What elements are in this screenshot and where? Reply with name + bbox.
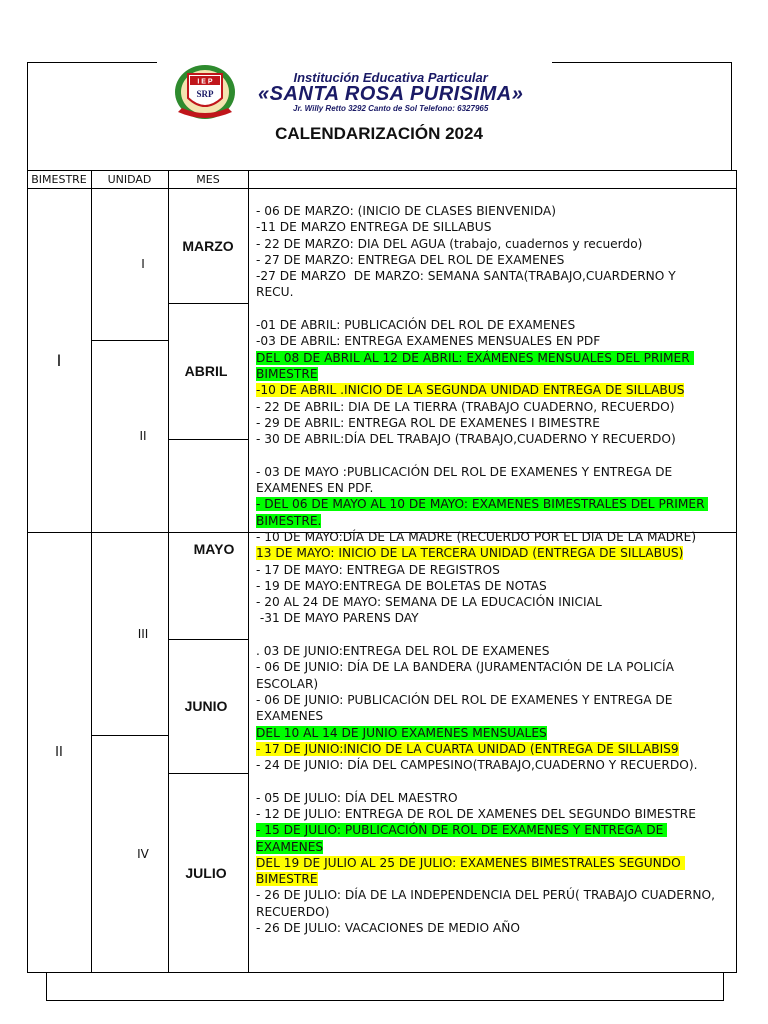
event-text: -03 DE ABRIL: ENTREGA EXAMENES MENSUALES EN PDF [256,334,601,349]
event-item [256,790,716,806]
event-text: - 20 AL 24 DE MAYO: SEMANA DE LA EDUCACIÓN INICIAL [256,595,602,610]
institution-name-block [258,70,523,113]
bimestre-cell: I [56,350,62,370]
unidad-cell: I [141,257,145,271]
event-text: - 17 DE MAYO: ENTREGA DE REGISTROS [256,562,500,577]
event-item [256,203,716,219]
event-item [256,496,716,529]
footer-box-left [46,972,47,1001]
event-item [256,594,716,610]
event-item [256,219,716,235]
event-text: - 10 DE MAYO:DÍA DE LA MADRE (RECUERDO POR EL DIA DE LA MADRE) [256,529,697,544]
footer-box-bottom [46,1000,724,1001]
event-item [256,578,716,594]
event-text: -11 DE MARZO ENTREGA DE SILLABUS [256,220,492,235]
event-text: - 17 DE JUNIO:INICIO DE LA CUARTA UNIDAD (ENTREGA DE SILLABIS9 [256,741,679,756]
event-text: -31 DE MAYO PARENS DAY [256,611,419,626]
school-logo-emblem [170,62,240,124]
event-text: - 22 DE MARZO: DIA DEL AGUA (trabajo, cuadernos y recuerdo) [256,236,643,251]
event-item [256,610,716,626]
month-cell: JUNIO [184,698,228,714]
svg-text:SRP: SRP [196,89,214,99]
event-item [256,399,716,415]
unidad-cell: III [137,626,149,641]
event-text: -10 DE ABRIL .INICIO DE LA SEGUNDA UNIDAD ENTREGA DE SILLABUS [256,383,685,398]
event-item [256,643,716,659]
event-text: - 22 DE ABRIL: DIA DE LA TIERRA (TRABAJO CUADERNO, RECUERDO) [256,399,675,414]
event-text: -01 DE ABRIL: PUBLICACIÓN DEL ROL DE EXAMENES [256,318,576,333]
event-item [256,529,716,545]
svg-text:I E P: I E P [197,78,213,86]
event-item [256,447,716,463]
header-bimestre: BIMESTRE [31,172,87,186]
event-item [256,268,716,301]
footer-box-right [723,972,724,1001]
frame-top-left [27,62,157,63]
event-item [256,725,716,741]
event-item [256,920,716,936]
event-text: . 03 DE JUNIO:ENTREGA DEL ROL DE EXAMENES [256,644,550,659]
month-cell: MAYO [193,541,235,557]
event-text: DEL 10 AL 14 DE JUNIO EXAMENES MENSUALES [256,725,547,740]
month-cell: JULIO [185,864,227,881]
event-text: - 12 DE JULIO: ENTREGA DE ROL DE XAMENES DEL SEGUNDO BIMESTRE [256,806,696,821]
month-cell: MARZO [182,237,234,254]
unidad-cell: II [139,429,147,443]
event-item [256,773,716,789]
event-item [256,464,716,497]
frame-top-right [552,62,732,63]
footer-box-top [46,972,724,973]
institution-line2: «SANTA ROSA PURISIMA» [258,83,524,105]
event-text: - 19 DE MAYO:ENTREGA DE BOLETAS DE NOTAS [256,578,547,593]
event-text: - 05 DE JULIO: DÍA DEL MAESTRO [256,790,458,805]
header-mes: MES [196,172,220,186]
event-item [256,252,716,268]
event-text: - 26 DE JULIO: DÍA DE LA INDEPENDENCIA DEL PERÚ( TRABAJO CUADERNO, RECUERDO) [256,888,719,919]
event-text: - 06 DE JUNIO: DÍA DE LA BANDERA (JURAMENTACIÓN DE LA POLICÍA ESCOLAR) [256,660,678,691]
event-item [256,659,716,692]
event-text: - 26 DE JULIO: VACACIONES DE MEDIO AÑO [256,921,520,936]
event-text: - 03 DE MAYO :PUBLICACIÓN DEL ROL DE EXAMENES Y ENTREGA DE EXAMENES EN PDF. [256,464,677,496]
event-text: - 30 DE ABRIL:DÍA DEL TRABAJO (TRABAJO,CUADERNO Y RECUERDO) [256,432,676,447]
event-item [256,627,716,643]
event-text: -27 DE MARZO DE MARZO: SEMANA SANTA(TRABAJO,CUARDERNO Y RECU. [256,269,680,300]
event-item [256,692,716,725]
event-item [256,887,719,920]
event-item [256,236,716,252]
institution-line1: Institución Educativa Particular [293,70,488,85]
event-text: - 06 DE JUNIO: PUBLICACIÓN DEL ROL DE EXAMENES Y ENTREGA DE EXAMENES [256,692,677,724]
event-text: - 27 DE MARZO: ENTREGA DEL ROL DE EXAMENES [256,252,565,267]
event-item [256,822,716,855]
month-cell: ABRIL [184,363,228,379]
event-item [256,317,716,333]
unidad-cell: IV [137,846,149,861]
bimestre-cell: II [55,744,63,760]
event-item [256,350,716,383]
header-unidad: UNIDAD [107,172,152,186]
event-text: DEL 19 DE JULIO AL 25 DE JULIO: EXAMENES BIMESTRALES SEGUNDO BIMESTRE [256,855,685,887]
institution-address: Jr. Willy Retto 3292 Canto de Sol Telefono: 6327965 [293,104,489,113]
event-item [256,333,716,349]
event-item [256,382,716,398]
events-list [256,203,719,936]
event-text: 13 DE MAYO: INICIO DE LA TERCERA UNIDAD (ENTREGA DE SILLABUS) [256,546,684,561]
event-item [256,301,716,317]
event-text: DEL 08 DE ABRIL AL 12 DE ABRIL: EXÁMENES MENSUALES DEL PRIMER BIMESTRE [256,350,694,381]
event-item [256,431,716,447]
event-item [256,415,716,431]
table-right-line [736,170,737,973]
frame-right [731,62,732,170]
event-item [256,757,716,773]
page-title: CALENDARIZACIÓN 2024 [275,124,483,143]
event-item [256,855,716,888]
event-text: - 29 DE ABRIL: ENTREGA ROL DE EXAMENES I BIMESTRE [256,415,600,430]
event-text: - 06 DE MARZO: (INICIO DE CLASES BIENVENIDA) [256,204,556,218]
event-text: - 24 DE JUNIO: DÍA DEL CAMPESINO(TRABAJO,CUADERNO Y RECUERDO). [256,758,698,773]
event-text: - 15 DE JULIO: PUBLICACIÓN DE ROL DE EXAMENES Y ENTREGA DE EXAMENES [256,823,668,854]
event-item [256,562,716,578]
event-item [256,806,716,822]
event-text: - DEL 06 DE MAYO AL 10 DE MAYO: EXAMENES BIMESTRALES DEL PRIMER BIMESTRE. [256,497,709,528]
event-item [256,741,716,757]
event-item [256,545,716,561]
